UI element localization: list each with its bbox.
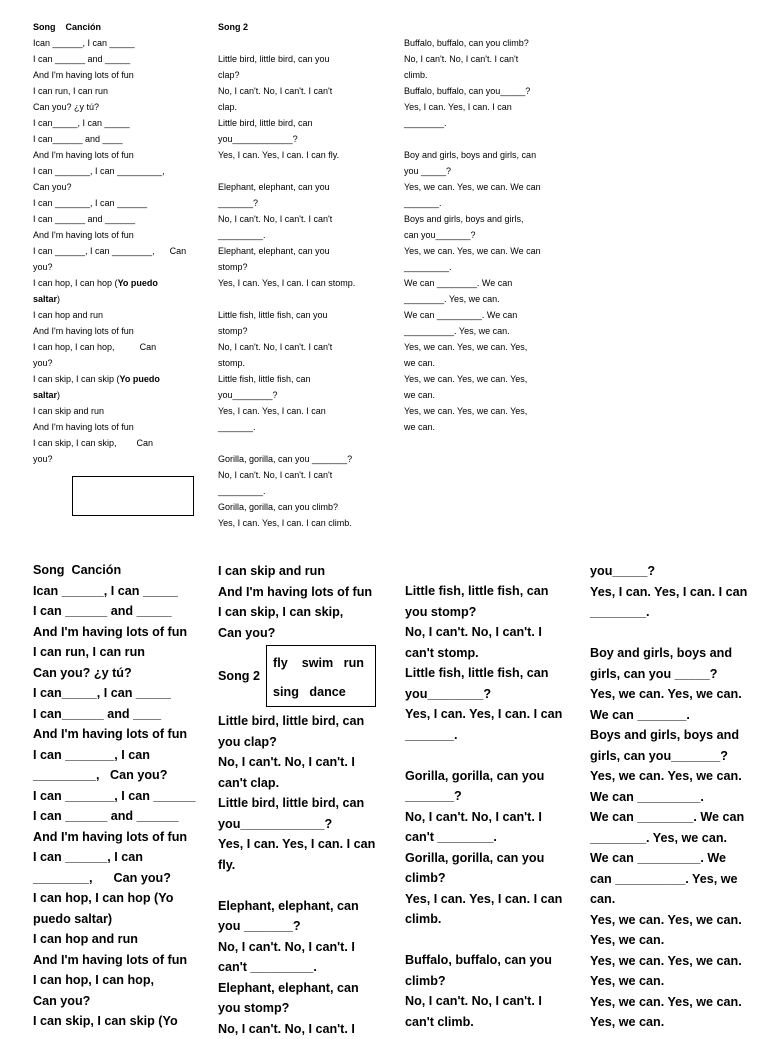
lyric-line: Ican ______, I can _____: [33, 35, 193, 51]
lyric-line: I can ______ and _____: [33, 51, 193, 67]
lyric-line: can't stomp.: [405, 643, 585, 664]
lyrics: [590, 561, 765, 1033]
lyric-line: _________.: [404, 259, 569, 275]
lyric-line: saltar): [33, 387, 193, 403]
lyric-line: you____________?: [218, 131, 388, 147]
song-title: Song Canción: [33, 19, 193, 35]
lyrics: [33, 35, 193, 467]
lyric-line: puedo saltar): [33, 909, 213, 930]
lyric-line: I can______ and ____: [33, 704, 213, 725]
word-bank-line-1: fly swim run: [273, 649, 369, 678]
lyric-line: I can run, I can run: [33, 642, 213, 663]
page2-column-2: [218, 561, 393, 1039]
lyric-line: Gorilla, gorilla, can you _______?: [218, 451, 388, 467]
lyric-line: Gorilla, gorilla, can you: [405, 848, 585, 869]
lyric-line: you_____?: [590, 561, 765, 582]
lyric-line: you____________?: [218, 814, 393, 835]
lyric-line: Yes, I can. Yes, I can. I can climb.: [218, 515, 388, 531]
page2-column-3: [405, 581, 585, 1032]
lyric-line: you________?: [405, 684, 585, 705]
lyric-line: Yes, I can. Yes, I can. I can: [405, 889, 585, 910]
lyric-line: And I'm having lots of fun: [33, 147, 193, 163]
blank-line: [218, 875, 393, 896]
blank-line: [405, 930, 585, 951]
lyric-line: Boy and girls, boys and: [590, 643, 765, 664]
lyric-line: _______.: [404, 195, 569, 211]
lyric-line: I can hop and run: [33, 307, 193, 323]
lyric-line: _______.: [218, 419, 388, 435]
song-label: Song 2: [218, 666, 266, 687]
lyric-line: Ican ______, I can _____: [33, 581, 213, 602]
lyric-line: can't clap.: [218, 773, 393, 794]
lyric-line: climb?: [405, 868, 585, 889]
lyric-line: Elephant, elephant, can: [218, 896, 393, 917]
lyric-line: you?: [33, 451, 193, 467]
lyric-line: No, I can't. No, I can't. I can't: [404, 51, 569, 67]
lyric-line: We can _________. We: [590, 848, 765, 869]
lyric-line: And I'm having lots of fun: [33, 724, 213, 745]
lyric-line: I can hop, I can hop (Yo puedo: [33, 275, 193, 291]
lyric-line: I can_____, I can _____: [33, 115, 193, 131]
lyric-line: Yes, I can. Yes, I can. I can fly.: [218, 147, 388, 163]
lyric-line: clap.: [218, 99, 388, 115]
lyric-line: I can skip, I can skip, Can: [33, 435, 193, 451]
lyric-line: Can you? ¿y tú?: [33, 99, 193, 115]
lyric-line: I can ______, I can ________, Can: [33, 243, 193, 259]
lyric-line: I can hop, I can hop (Yo: [33, 888, 213, 909]
lyric-line: No, I can't. No, I can't. I: [405, 622, 585, 643]
lyric-line: Little fish, little fish, can you: [218, 307, 388, 323]
lyrics: [405, 581, 585, 1032]
lyric-line: you clap?: [218, 732, 393, 753]
lyric-line: you?: [33, 355, 193, 371]
lyric-line: you _____?: [404, 163, 569, 179]
lyric-line: I can ______ and ______: [33, 806, 213, 827]
lyric-line: __________. Yes, we can.: [404, 323, 569, 339]
lyric-line: _________.: [218, 227, 388, 243]
lyrics: [33, 581, 213, 1032]
lyric-line: stomp?: [218, 323, 388, 339]
blank-line: [218, 435, 388, 451]
lyric-line: No, I can't. No, I can't. I can't: [218, 339, 388, 355]
lyric-line: I can hop and run: [33, 929, 213, 950]
lyric-line: Yes, we can. Yes, we can. Yes,: [404, 371, 569, 387]
lyric-line: stomp.: [218, 355, 388, 371]
lyric-line: Can you?: [33, 179, 193, 195]
lyric-line: Gorilla, gorilla, can you: [405, 766, 585, 787]
lyric-line: Yes, we can.: [590, 971, 765, 992]
lyric-line: No, I can't. No, I can't. I can't: [218, 467, 388, 483]
lyric-line: you stomp?: [405, 602, 585, 623]
lyric-line: girls, can you _____?: [590, 664, 765, 685]
lyric-line: Yes, we can. Yes, we can.: [590, 910, 765, 931]
lyric-line: Yes, I can. Yes, I can. I can: [218, 834, 393, 855]
blank-line: [218, 163, 388, 179]
lyric-line: you?: [33, 259, 193, 275]
lyric-line: And I'm having lots of fun: [33, 827, 213, 848]
lyric-line: ________. Yes, we can.: [590, 828, 765, 849]
lyric-line: can't _________.: [218, 957, 393, 978]
lyric-line: Yes, we can. Yes, we can. Yes,: [404, 403, 569, 419]
lyric-line: we can.: [404, 355, 569, 371]
lyric-line: climb?: [405, 971, 585, 992]
lyric-line: you________?: [218, 387, 388, 403]
lyrics-top: [218, 561, 393, 643]
lyric-line: we can.: [404, 419, 569, 435]
lyric-line: Yes, I can. Yes, I can. I can: [590, 582, 765, 603]
song-title: Song Canción: [33, 560, 213, 581]
lyric-line: No, I can't. No, I can't. I: [218, 937, 393, 958]
page1-column-2: [218, 19, 388, 531]
lyrics: [404, 35, 569, 435]
lyric-line: I can ______ and ______: [33, 211, 193, 227]
lyric-line: Little fish, little fish, can: [405, 581, 585, 602]
lyric-line: We can _________. We can: [404, 307, 569, 323]
lyric-line: Yes, we can. Yes, we can. We can: [404, 179, 569, 195]
lyric-line: Yes, I can. Yes, I can. I can: [404, 99, 569, 115]
lyric-line: And I'm having lots of fun: [33, 950, 213, 971]
lyric-line: _________, Can you?: [33, 765, 213, 786]
lyric-line: Yes, we can. Yes, we can. We can: [404, 243, 569, 259]
lyric-line: _______?: [218, 195, 388, 211]
lyric-line: I can ______, I can: [33, 847, 213, 868]
lyric-line: can.: [590, 889, 765, 910]
lyric-line: I can _______, I can ______: [33, 786, 213, 807]
lyric-line: Gorilla, gorilla, can you climb?: [218, 499, 388, 515]
lyric-line: Can you?: [218, 623, 393, 644]
lyric-line: Boys and girls, boys and: [590, 725, 765, 746]
lyric-line: Yes, we can. Yes, we can.: [590, 951, 765, 972]
lyric-line: _______?: [405, 786, 585, 807]
lyric-line: Elephant, elephant, can you: [218, 243, 388, 259]
blank-line: [218, 291, 388, 307]
lyric-line: Yes, we can.: [590, 930, 765, 951]
lyric-line: you stomp?: [218, 998, 393, 1019]
lyric-line: I can _______, I can _________,: [33, 163, 193, 179]
lyric-line: Can you?: [33, 991, 213, 1012]
lyric-line: ________.: [404, 115, 569, 131]
lyric-line: _________.: [218, 483, 388, 499]
lyric-line: Yes, we can. Yes, we can.: [590, 766, 765, 787]
lyrics: [218, 711, 393, 1039]
lyric-line: Yes, we can. Yes, we can. Yes,: [404, 339, 569, 355]
lyric-line: Yes, we can. Yes, we can.: [590, 684, 765, 705]
word-bank-line-2: sing dance: [273, 678, 369, 707]
lyric-line: climb.: [404, 67, 569, 83]
lyric-line: saltar): [33, 291, 193, 307]
lyric-line: clap?: [218, 67, 388, 83]
lyric-line: we can.: [404, 387, 569, 403]
lyric-line: And I'm having lots of fun: [33, 67, 193, 83]
lyric-line: Yes, I can. Yes, I can. I can: [405, 704, 585, 725]
empty-answer-box: [72, 476, 194, 516]
lyric-line: Little bird, little bird, can: [218, 711, 393, 732]
blank-line: [590, 623, 765, 644]
lyric-line: No, I can't. No, I can't. I: [405, 991, 585, 1012]
lyric-line: I can_____, I can _____: [33, 683, 213, 704]
lyric-line: Yes, we can.: [590, 1012, 765, 1033]
blank-line: [404, 131, 569, 147]
lyric-line: Yes, I can. Yes, I can. I can stomp.: [218, 275, 388, 291]
lyric-line: Buffalo, buffalo, can you: [405, 950, 585, 971]
lyric-line: can __________. Yes, we: [590, 869, 765, 890]
lyric-line: And I'm having lots of fun: [33, 227, 193, 243]
lyric-line: _______.: [405, 725, 585, 746]
lyric-line: ________.: [590, 602, 765, 623]
page2-column-1: [33, 560, 213, 1032]
lyric-line: No, I can't. No, I can't. I: [405, 807, 585, 828]
lyric-line: you _______?: [218, 916, 393, 937]
lyric-line: ________. Yes, we can.: [404, 291, 569, 307]
page2-column-4: [590, 561, 765, 1033]
lyric-line: climb.: [405, 909, 585, 930]
lyric-line: I can _______, I can ______: [33, 195, 193, 211]
lyric-line: Buffalo, buffalo, can you_____?: [404, 83, 569, 99]
lyric-line: I can run, I can run: [33, 83, 193, 99]
lyric-line: No, I can't. No, I can't. I can't: [218, 83, 388, 99]
lyric-line: I can skip and run: [218, 561, 393, 582]
lyric-line: fly.: [218, 855, 393, 876]
lyrics: [218, 35, 388, 531]
lyric-line: And I'm having lots of fun: [33, 419, 193, 435]
lyric-line: Little fish, little fish, can: [218, 371, 388, 387]
lyric-line: No, I can't. No, I can't. I: [218, 752, 393, 773]
lyric-line: We can _________.: [590, 787, 765, 808]
lyric-line: I can _______, I can: [33, 745, 213, 766]
lyric-line: Little fish, little fish, can: [405, 663, 585, 684]
lyric-line: No, I can't. No, I can't. I: [218, 1019, 393, 1039]
lyric-line: Can you? ¿y tú?: [33, 663, 213, 684]
lyric-line: I can ______ and _____: [33, 601, 213, 622]
lyric-line: I can skip, I can skip (Yo puedo: [33, 371, 193, 387]
lyric-line: can you_______?: [404, 227, 569, 243]
lyric-line: I can skip, I can skip (Yo: [33, 1011, 213, 1032]
lyric-line: And I'm having lots of fun: [218, 582, 393, 603]
lyric-line: We can ________. We can: [404, 275, 569, 291]
lyric-line: We can _______.: [590, 705, 765, 726]
lyric-line: can't ________.: [405, 827, 585, 848]
lyric-line: ________, Can you?: [33, 868, 213, 889]
lyric-line: And I'm having lots of fun: [33, 323, 193, 339]
lyric-line: Boys and girls, boys and girls,: [404, 211, 569, 227]
lyric-line: girls, can you_______?: [590, 746, 765, 767]
lyric-line: I can skip, I can skip,: [218, 602, 393, 623]
lyric-line: I can______ and ____: [33, 131, 193, 147]
song-2-row: [218, 645, 393, 707]
page1-column-1: [33, 19, 193, 467]
lyric-line: I can skip and run: [33, 403, 193, 419]
page1-column-3: [404, 35, 569, 435]
song-title: Song 2: [218, 19, 388, 35]
lyric-line: We can ________. We can: [590, 807, 765, 828]
lyric-line: Little bird, little bird, can you: [218, 51, 388, 67]
lyric-line: Boy and girls, boys and girls, can: [404, 147, 569, 163]
lyric-line: can't climb.: [405, 1012, 585, 1033]
lyric-line: Little bird, little bird, can: [218, 115, 388, 131]
lyric-line: Yes, we can. Yes, we can.: [590, 992, 765, 1013]
lyric-line: I can hop, I can hop,: [33, 970, 213, 991]
lyric-line: Yes, I can. Yes, I can. I can: [218, 403, 388, 419]
lyric-line: Elephant, elephant, can you: [218, 179, 388, 195]
blank-line: [405, 745, 585, 766]
lyric-line: Little bird, little bird, can: [218, 793, 393, 814]
word-bank-box: [266, 645, 376, 707]
blank-line: [218, 35, 388, 51]
lyric-line: Elephant, elephant, can: [218, 978, 393, 999]
lyric-line: I can hop, I can hop, Can: [33, 339, 193, 355]
lyric-line: No, I can't. No, I can't. I can't: [218, 211, 388, 227]
lyric-line: stomp?: [218, 259, 388, 275]
lyric-line: Buffalo, buffalo, can you climb?: [404, 35, 569, 51]
lyric-line: And I'm having lots of fun: [33, 622, 213, 643]
